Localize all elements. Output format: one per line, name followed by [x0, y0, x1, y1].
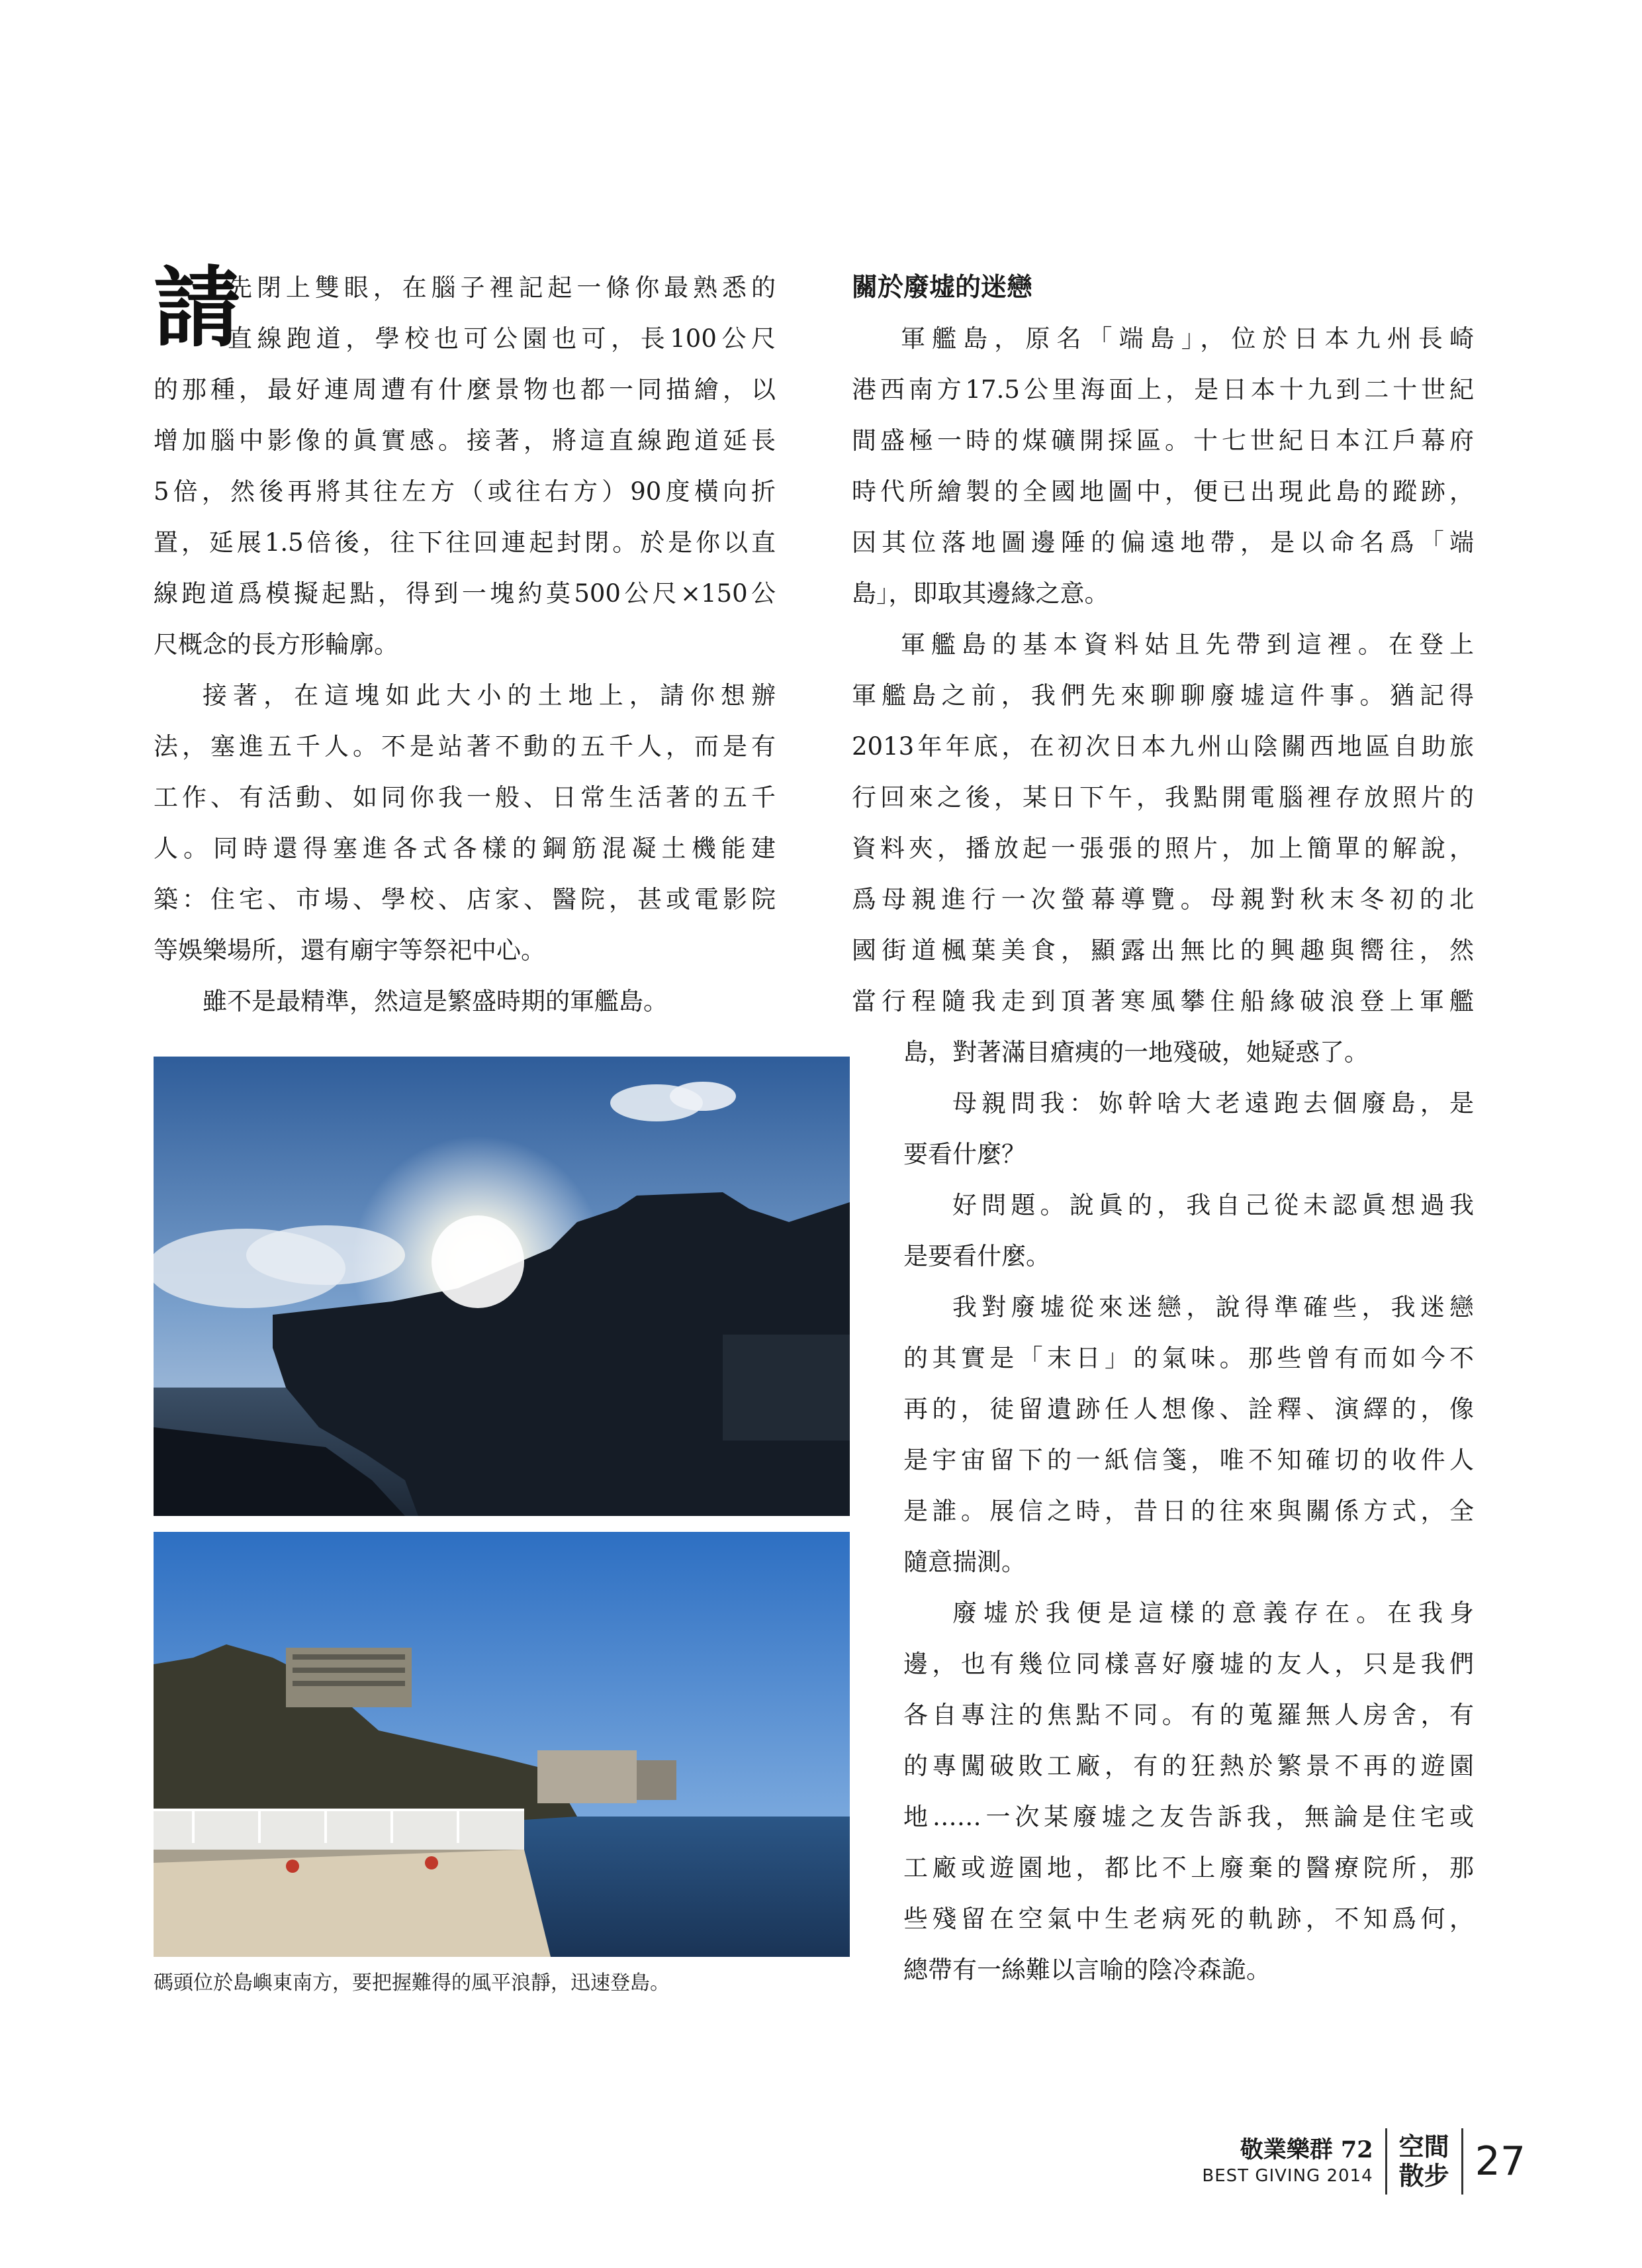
text-line: 當行程隨我走到頂著寒風攀住船緣破浪登上軍艦 — [852, 987, 1474, 1016]
text-line: 的專闖破敗工廠，有的狂熱於繁景不再的遊園 — [903, 1752, 1474, 1780]
text-line: 時代所繪製的全國地圖中，便已出現此島的蹤跡， — [852, 477, 1474, 506]
text-line: 些殘留在空氣中生老病死的軌跡，不知爲何， — [903, 1905, 1474, 1933]
text-line: 是誰。展信之時，昔日的往來與關係方式，全 — [903, 1497, 1474, 1525]
text-line: 島」，即取其邊緣之意。 — [852, 579, 1109, 608]
second-paragraph — [154, 670, 776, 976]
text-line: 尺概念的長方形輪廓。 — [154, 630, 398, 659]
text-line: 工作、有活動、如同你我一般、日常生活著的五千 — [154, 783, 776, 812]
page-number: 27 — [1475, 2138, 1526, 2185]
text-line: 爲母親進行一次螢幕導覽。母親對秋末冬初的北 — [852, 885, 1474, 914]
text-line: 軍艦島之前，我們先來聊聊廢墟這件事。猶記得 — [852, 681, 1474, 710]
text-line: 人。同時還得塞進各式各樣的鋼筋混凝土機能建 — [154, 834, 776, 863]
text-line: 的那種，最好連周遭有什麼景物也都一同描繪，以 — [154, 375, 776, 404]
third-paragraph: 雖不是最精準，然這是繁盛時期的軍艦島。 — [203, 987, 668, 1016]
section-line: 散步 — [1398, 2161, 1449, 2191]
text-line: 行回來之後，某日下午，我點開電腦裡存放照片的 — [852, 783, 1474, 812]
text-line: 築：住宅、市場、學校、店家、醫院，甚或電影院 — [154, 885, 776, 914]
text-line: 總帶有一絲難以言喻的陰冷森詭。 — [903, 1956, 1271, 1984]
text-line: 軍艦島，原名「端島」，位於日本九州長崎 — [901, 324, 1474, 353]
text-line: 先閉上雙眼，在腦子裡記起一條你最熟悉的 — [228, 273, 776, 302]
first-paragraph — [154, 257, 776, 670]
text-line: 港西南方17.5公里海面上，是日本十九到二十世紀 — [852, 375, 1474, 404]
text-line: 法，塞進五千人。不是站著不動的五千人，而是有 — [154, 732, 776, 761]
magazine-subtitle: BEST GIVING 2014 — [1202, 2166, 1373, 2186]
footer-divider — [1385, 2128, 1387, 2195]
text-line: 要看什麼？ — [903, 1140, 1026, 1168]
text-line: 增加腦中影像的眞實感。接著，將這直線跑道延長 — [154, 426, 776, 455]
text-line: 國街道楓葉美食，顯露出無比的興趣與嚮往，然 — [852, 936, 1474, 965]
text-line: 各自專注的焦點不同。有的蒐羅無人房舍，有 — [903, 1701, 1474, 1729]
text-line: 好問題。說眞的，我自己從未認眞想過我 — [952, 1191, 1474, 1219]
text-line: 因其位落地圖邊陲的偏遠地帶，是以命名爲「端 — [852, 528, 1474, 557]
right-text-column — [852, 262, 1474, 1995]
text-line: 是宇宙留下的一紙信箋，唯不知確切的收件人 — [903, 1446, 1474, 1474]
text-line: 間盛極一時的煤礦開採區。十七世紀日本江戶幕府 — [852, 426, 1474, 455]
text-line: 再的，徒留遺跡任人想像、詮釋、演繹的，像 — [903, 1395, 1474, 1423]
footer-divider — [1461, 2128, 1463, 2195]
text-line: 島，對著滿目瘡痍的一地殘破，她疑惑了。 — [903, 1038, 1369, 1066]
text-line: 地……一次某廢墟之友告訴我，無論是住宅或 — [903, 1803, 1474, 1831]
page-footer — [1202, 2125, 1526, 2198]
text-line: 軍艦島的基本資料姑且先帶到這裡。在登上 — [901, 630, 1474, 659]
paragraph — [852, 313, 1474, 619]
text-line: 接著，在這塊如此大小的土地上，請你想辦 — [203, 681, 776, 710]
text-line: 置，延展1.5倍後，往下往回連起封閉。於是你以直 — [154, 528, 776, 557]
text-line: 工廠或遊園地，都比不上廢棄的醫療院所，那 — [903, 1854, 1474, 1882]
text-line: 2013年年底，在初次日本九州山陰關西地區自助旅 — [852, 732, 1474, 761]
text-line: 廢墟於我便是這樣的意義存在。在我身 — [952, 1599, 1474, 1627]
text-line: 母親問我：妳幹啥大老遠跑去個廢島，是 — [952, 1089, 1474, 1117]
section-line: 空間 — [1398, 2132, 1449, 2161]
text-line: 的其實是「末日」的氣味。那些曾有而如今不 — [903, 1344, 1474, 1372]
photo-caption: 碼頭位於島嶼東南方，要把握難得的風平浪靜，迅速登島。 — [154, 1971, 670, 1995]
photo-sunset-island — [154, 1057, 850, 1516]
text-line: 資料夾，播放起一張張的照片，加上簡單的解說， — [852, 834, 1474, 863]
text-line: 等娛樂場所，還有廟宇等祭祀中心。 — [154, 936, 545, 965]
text-line: 5倍，然後再將其往左方（或往右方）90度橫向折 — [154, 477, 776, 506]
drop-cap: 請 — [154, 257, 241, 359]
text-line: 是要看什麼。 — [903, 1242, 1050, 1270]
paragraph — [852, 619, 1474, 1078]
left-text-column — [154, 257, 776, 1027]
text-line: 線跑道爲模擬起點，得到一塊約莫500公尺×150公 — [154, 579, 776, 608]
magazine-name — [1202, 2136, 1373, 2187]
text-line: 直線跑道，學校也可公園也可，長100公尺 — [228, 324, 776, 353]
magazine-title: 敬業樂群 72 — [1240, 2136, 1373, 2163]
section-title: 關於廢墟的迷戀 — [852, 273, 1033, 303]
text-line: 隨意揣測。 — [903, 1548, 1026, 1576]
section-name — [1399, 2132, 1449, 2191]
paragraph — [852, 1078, 1474, 1995]
text-line: 邊，也有幾位同樣喜好廢墟的友人，只是我們 — [903, 1650, 1474, 1678]
text-line: 我對廢墟從來迷戀，說得準確些，我迷戀 — [952, 1293, 1474, 1321]
photo-harbour-island — [154, 1532, 850, 1957]
